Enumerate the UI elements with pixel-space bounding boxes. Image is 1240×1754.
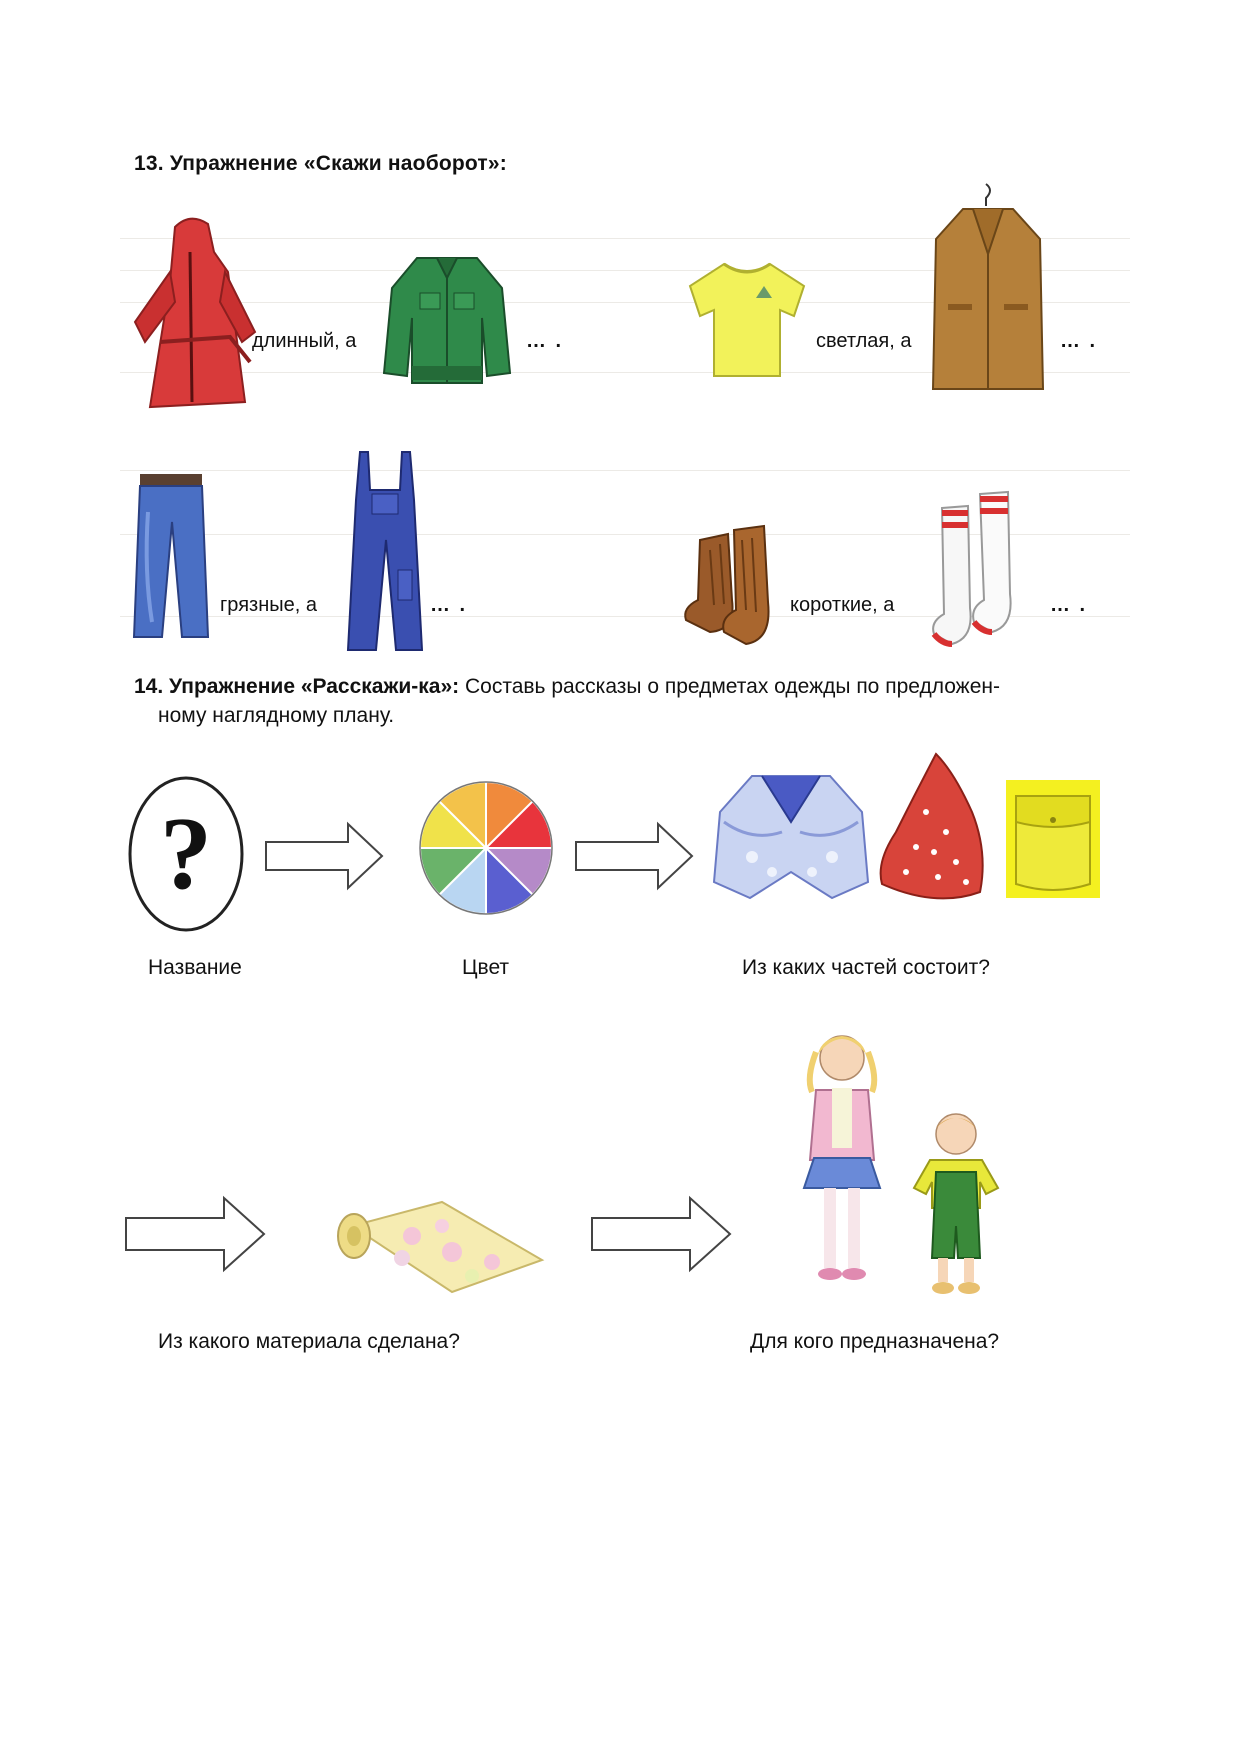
lace-collar-illustration bbox=[712, 772, 870, 902]
tshirt-light-dots: … . bbox=[1060, 330, 1098, 352]
exercise-14-instruction-line2: ному наглядному плану. bbox=[158, 704, 395, 727]
plan-parts-label: Из каких частей состоит? bbox=[742, 956, 990, 979]
brown-socks-illustration bbox=[680, 520, 790, 650]
arrow-right-icon bbox=[590, 1196, 732, 1272]
tshirt-light-caption: светлая, а bbox=[816, 330, 912, 352]
coat-long-caption: длинный, а bbox=[252, 330, 357, 352]
blue-overalls-illustration bbox=[340, 450, 430, 655]
girl-illustration bbox=[790, 1028, 890, 1294]
boy-illustration bbox=[908, 1108, 1004, 1296]
exercise-14-title: 14. Упражнение «Расскажи-ка»: bbox=[134, 675, 460, 698]
brown-coat-illustration bbox=[928, 184, 1048, 399]
coat-long-dots: … . bbox=[526, 330, 564, 352]
red-polka-skirt-illustration bbox=[876, 752, 986, 906]
arrow-right-icon bbox=[264, 822, 384, 890]
exercise-14-heading bbox=[134, 672, 1094, 730]
exercise-13-heading: 13. Упражнение «Скажи наоборот»: bbox=[134, 152, 507, 175]
arrow-right-icon bbox=[574, 822, 694, 890]
socks-short-caption: короткие, а bbox=[790, 594, 895, 616]
jeans-dirty-dots: … . bbox=[430, 594, 468, 616]
color-wheel-icon bbox=[418, 780, 554, 916]
plan-for-whom-label: Для кого предназначена? bbox=[750, 1330, 1000, 1353]
plan-name-label: Название bbox=[148, 956, 242, 979]
plan-color-label: Цвет bbox=[462, 956, 510, 979]
green-jacket-illustration bbox=[382, 248, 512, 388]
blue-jeans-illustration bbox=[130, 472, 210, 642]
fabric-roll-illustration bbox=[332, 1196, 544, 1296]
exercise-14-instruction: Составь рассказы о предметах одежды по предложен- bbox=[459, 675, 1000, 698]
yellow-pocket-illustration bbox=[1006, 780, 1100, 898]
jeans-dirty-caption: грязные, а bbox=[220, 594, 317, 616]
arrow-right-icon bbox=[124, 1196, 266, 1272]
plan-material-label: Из какого материала сделана? bbox=[158, 1330, 460, 1353]
yellow-tshirt-illustration bbox=[686, 258, 808, 380]
white-long-socks-illustration bbox=[928, 488, 1038, 658]
question-mark: ? bbox=[160, 796, 212, 911]
socks-short-dots: … . bbox=[1050, 594, 1088, 616]
red-coat-illustration bbox=[130, 212, 260, 412]
